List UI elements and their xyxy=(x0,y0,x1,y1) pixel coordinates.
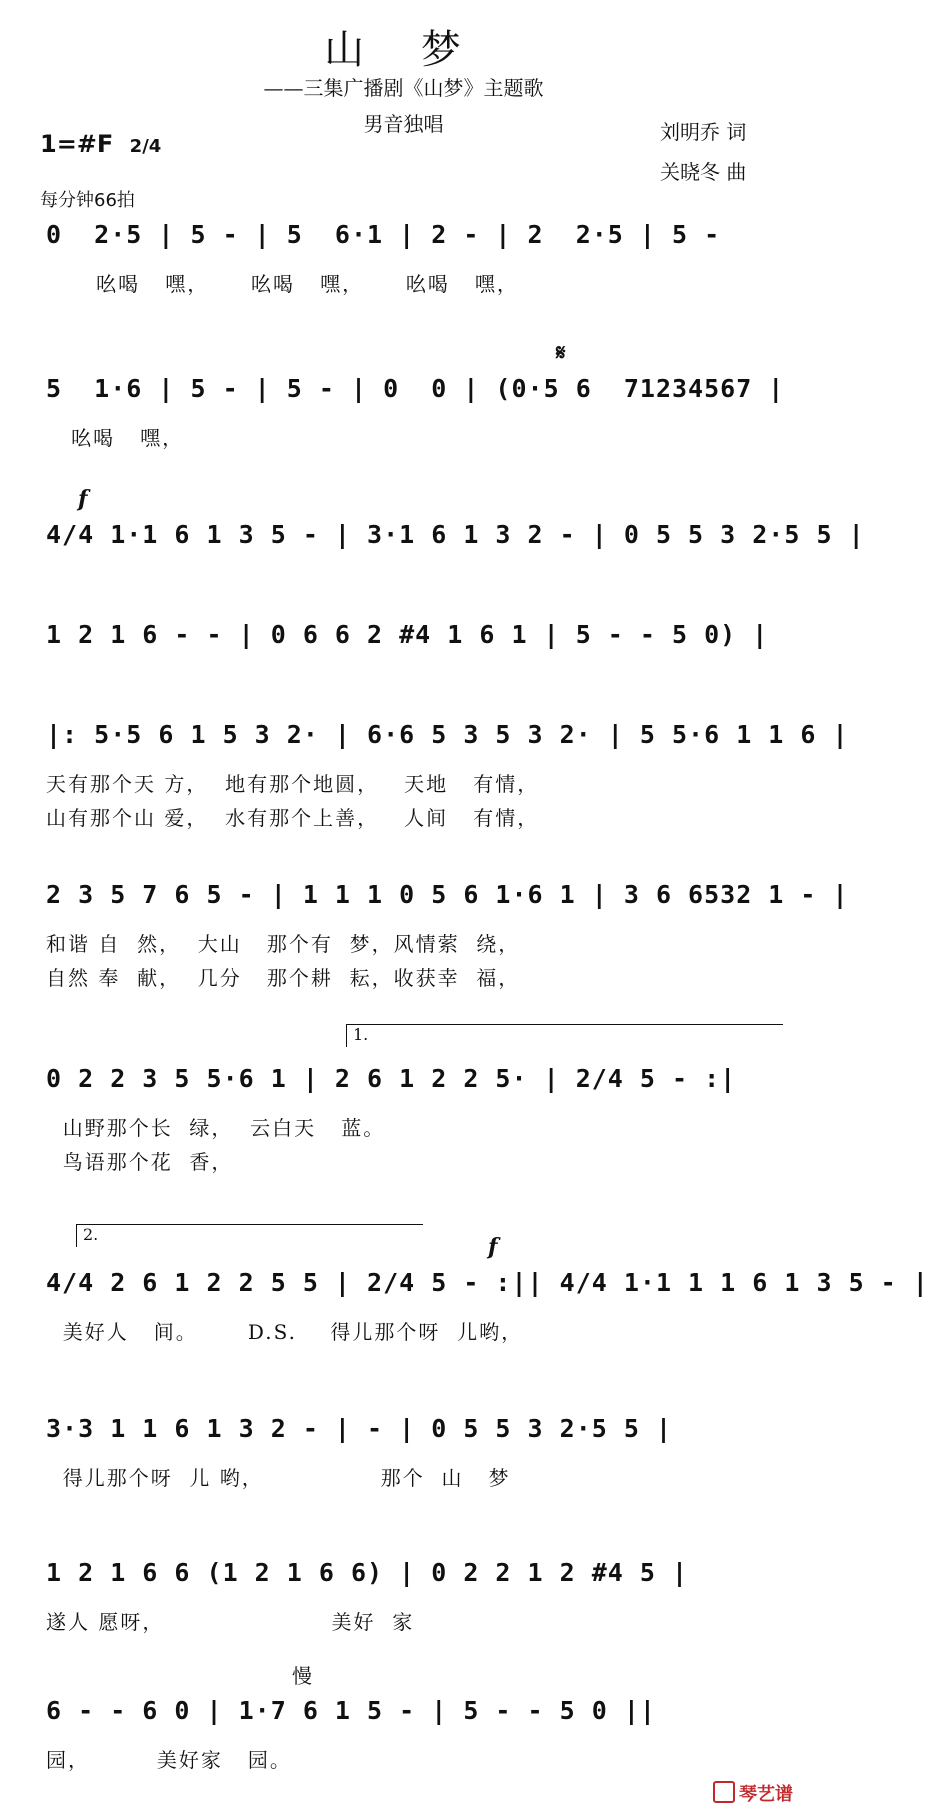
watermark-logo xyxy=(713,1780,793,1806)
lyrics-line-9-verse-1: 得儿那个呀 儿 哟， 那个 山 梦 xyxy=(46,1466,511,1490)
lyrics-line-2-verse-1: 吆喝 嘿， xyxy=(46,426,185,450)
watermark-icon xyxy=(713,1781,735,1803)
notes-line-10: 1 2 1 6 6 (1 2 1 6 6) | 0 2 2 1 2 #4 5 | xyxy=(46,1558,689,1587)
slow-marking: 慢 xyxy=(292,1664,312,1688)
lyrics-line-10-verse-1: 遂人 愿呀， 美好 家 xyxy=(46,1610,415,1634)
forte-marking-2: f xyxy=(488,1234,498,1260)
key-signature xyxy=(40,130,161,158)
lyrics-line-5-verse-2: 山有那个山 爱， 水有那个上善， 人间 有情， xyxy=(46,806,540,830)
lyrics-line-6-verse-1: 和谐 自 然， 大山 那个有 梦，风情萦 绕， xyxy=(46,932,521,956)
notes-line-1: 0 2·5 | 5 - | 5 6·1 | 2 - | 2 2·5 | 5 - xyxy=(46,220,721,249)
segno-sign: 𝄋 xyxy=(556,340,566,366)
lyrics-line-8-verse-1: 美好人 间。 D.S. 得儿那个呀 儿哟， xyxy=(46,1320,524,1344)
performance-type: 男音独唱 xyxy=(363,112,444,136)
lyricist-credit: 刘明乔 词 xyxy=(660,120,747,144)
notes-line-5: |: 5·5 6 1 5 3 2· | 6·6 5 3 5 3 2· | 5 5·6 1 1 6 | xyxy=(46,720,849,749)
composer-credit: 关晓冬 曲 xyxy=(660,160,747,184)
song-subtitle: ——三集广播剧《山梦》主题歌 xyxy=(263,76,544,100)
tempo-marking: 每分钟66拍 xyxy=(40,190,135,211)
watermark-text: 琴艺谱 xyxy=(739,1784,793,1805)
lyrics-line-7-verse-1: 山野那个长 绿， 云白天 蓝。 xyxy=(46,1116,386,1140)
notes-line-3: 4/4 1·1 6 1 3 5 - | 3·1 6 1 3 2 - | 0 5 5 3 2·5 5 | xyxy=(46,520,865,549)
notes-line-2: 5 1·6 | 5 - | 5 - | 0 0 | (0·5 6 71234567 | xyxy=(46,374,785,403)
key-label: 1=#F xyxy=(40,130,114,158)
lyrics-line-7-verse-2: 鸟语那个花 香， xyxy=(46,1150,234,1174)
notes-line-8: 4/4 2 6 1 2 2 5 5 | 2/4 5 - :|| 4/4 1·1 1 1 6 1 3 5 - | xyxy=(46,1268,929,1297)
notes-line-6: 2 3 5 7 6 5 - | 1 1 1 0 5 6 1·6 1 | 3 6 6532 1 - | xyxy=(46,880,849,909)
lyrics-line-1-verse-1: 吆喝 嘿， 吆喝 嘿， 吆喝 嘿， xyxy=(46,272,519,296)
notes-line-11: 6 - - 6 0 | 1·7 6 1 5 - | 5 - - 5 0 || xyxy=(46,1696,656,1725)
second-ending-label: 2. xyxy=(83,1225,99,1244)
notes-line-7: 0 2 2 3 5 5·6 1 | 2 6 1 2 2 5· | 2/4 5 - :| xyxy=(46,1064,737,1093)
second-ending-bracket xyxy=(76,1224,423,1247)
lyrics-line-5-verse-1: 天有那个天 方， 地有那个地圆， 天地 有情， xyxy=(46,772,540,796)
song-title: 山 梦 xyxy=(324,27,483,73)
notes-line-4: 1 2 1 6 - - | 0 6 6 2 #4 1 6 1 | 5 - - 5 0) | xyxy=(46,620,769,649)
forte-marking-1: f xyxy=(78,486,88,512)
first-ending-bracket xyxy=(346,1024,783,1047)
lyrics-line-11-verse-1: 园， 美好家 园。 xyxy=(46,1748,292,1772)
lyrics-line-6-verse-2: 自然 奉 献， 几分 那个耕 耘，收获幸 福， xyxy=(46,966,521,990)
first-ending-label: 1. xyxy=(353,1025,369,1044)
notes-line-9: 3·3 1 1 6 1 3 2 - | - | 0 5 5 3 2·5 5 | xyxy=(46,1414,672,1443)
time-signature: 2/4 xyxy=(129,136,162,157)
